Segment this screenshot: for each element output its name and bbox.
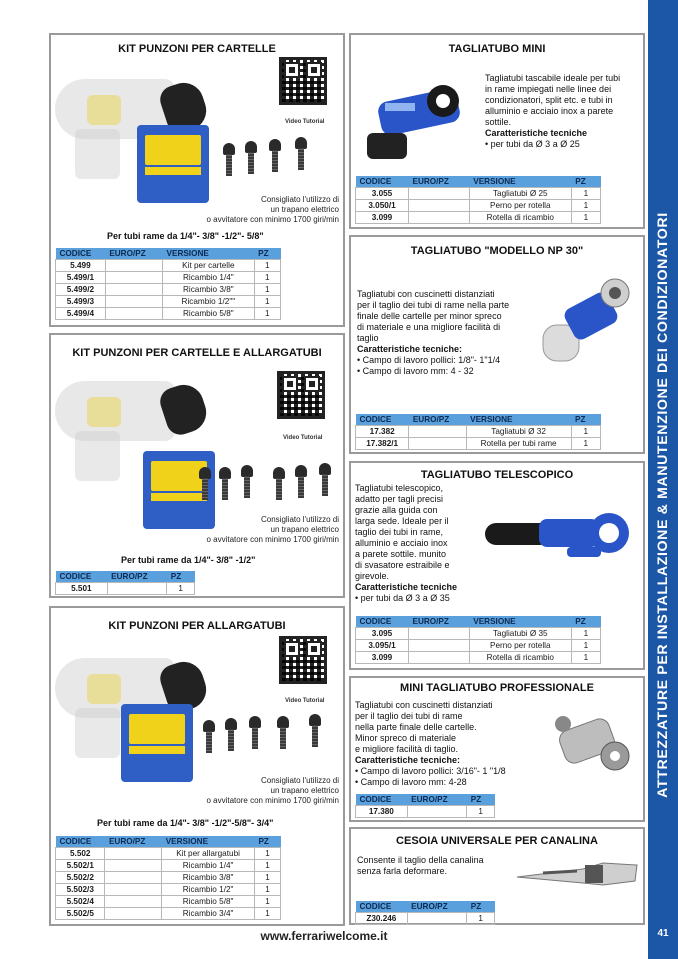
tagliatubo-np30-box: [349, 235, 645, 454]
usage-note: Consigliato l'utilizzo di un trapano elettrico o avvitatore con minimo 1700 giri/min: [206, 515, 339, 544]
video-tutorial-label: Video Tutorial: [285, 119, 325, 125]
punch-image: [277, 716, 289, 750]
mini-tagliatubo-pro-box: [349, 676, 645, 822]
kit3-table: CODICE EURO/PZ VERSIONE PZ 5.502 Kit per allargatubi 1 5.502/1 Ricambio 1/4" 1 5.502/2 Ricambio 3/8" 1 5.502/3 Ricambio 1/2" 1 5.502/4 Ricambio 5/8" 1 5.502/5 Ricambio 3/4" 1: [55, 836, 281, 920]
punch-image: [295, 137, 307, 171]
qr-code-icon[interactable]: [277, 371, 325, 419]
table-row: 5.501 1: [56, 583, 195, 595]
box-title: MINI TAGLIATUBO PROFESSIONALE: [400, 682, 594, 694]
tube-sizes: Per tubi rame da 1/4"- 3/8" -1/2": [121, 555, 256, 565]
box-title: KIT PUNZONI PER CARTELLE: [118, 43, 276, 55]
punch-case-image: [137, 125, 209, 203]
box-title: TAGLIATUBO MINI: [448, 43, 546, 55]
punch-image: [309, 714, 321, 748]
product-description: Tagliatubi tascabile ideale per tubi in rame impiegati nelle linee dei condizionatori, split etc. e tubi in alluminio e acciaio inox a parete sottile. Caratteristiche tecniche • per tubi da Ø 3 a Ø 25: [485, 73, 621, 149]
table-row: 5.502/1 Ricambio 1/4" 1: [56, 860, 281, 872]
box-title: KIT PUNZONI PER ALLARGATUBI: [108, 620, 286, 632]
table-row: 5.499/4 Ricambio 5/8" 1: [56, 308, 281, 320]
table-row: 5.499 Kit per cartelle 1: [56, 260, 281, 272]
punch-image: [199, 467, 211, 501]
telescopic-table: CODICE EURO/PZ VERSIONE PZ 3.095 Tagliatubi Ø 35 1 3.095/1 Perno per rotella 1 3.099 Rotella di ricambio 1: [355, 616, 601, 664]
box-title: TAGLIATUBO "MODELLO NP 30": [410, 245, 584, 257]
table-row: 5.502/4 Ricambio 5/8" 1: [56, 896, 281, 908]
table-row: 3.095 Tagliatubi Ø 35 1: [356, 628, 601, 640]
mini-table: CODICE EURO/PZ VERSIONE PZ 3.055 Tagliatubi Ø 25 1 3.050/1 Perno per rotella 1 3.099 Rotella di ricambio 1: [355, 176, 601, 224]
table-row: 17.380 1: [356, 806, 495, 818]
sidebar-title: ATTREZZATURE PER INSTALLAZIONE & MANUTENZIONE DEI CONDIZIONATORI: [655, 212, 671, 798]
mini-cutter-image: [359, 67, 479, 167]
punch-image: [223, 143, 235, 177]
pro-mini-table: CODICE EURO/PZ PZ 17.380 1: [355, 794, 495, 818]
punch-image: [245, 141, 257, 175]
cesoia-box: [349, 827, 645, 925]
table-row: 5.502 Kit per allargatubi 1: [56, 848, 281, 860]
product-description: Tagliatubi con cuscinetti distanziati per il taglio dei tubi di rame nella parte finale delle cartelle. Minor spreco di materiale e migliore facilità di taglio. Caratteristiche tecniche: • Campo di lavoro pollici: 3/16"- 1 "1/8 • Campo di lavoro mm: 4-28: [355, 700, 506, 787]
punch-image: [219, 467, 231, 501]
punch-image: [203, 720, 215, 754]
table-row: 17.382/1 Rotella per tubi rame 1: [356, 438, 601, 450]
tagliatubo-mini-box: [349, 33, 645, 229]
kit-allargatubi-box: [49, 606, 345, 926]
punch-image: [319, 463, 331, 497]
punch-image: [273, 467, 285, 501]
punch-image: [295, 465, 307, 499]
footer-url[interactable]: www.ferrariwelcome.it: [260, 929, 388, 943]
product-description: Consente il taglio della canalina senza farla deformare.: [357, 855, 484, 876]
kit-cartelle-allargatubi-box: [49, 333, 345, 598]
table-row: Z30.246 1: [356, 913, 495, 925]
qr-code-icon[interactable]: [279, 57, 327, 105]
punch-image: [241, 465, 253, 499]
table-row: 5.499/3 Ricambio 1/2"" 1: [56, 296, 281, 308]
punch-image: [225, 718, 237, 752]
cesoia-table: CODICE EURO/PZ PZ Z30.246 1: [355, 901, 495, 925]
table-row: 5.499/1 Ricambio 1/4" 1: [56, 272, 281, 284]
table-row: 3.050/1 Perno per rotella 1: [356, 200, 601, 212]
product-description: Tagliatubi telescopico, adatto per tagli precisi grazie alla guida con larga sede. Ideale per il taglio dei tubi in rame, alluminio e acciaio inox a parete sottile. munito di svasatore estraibile e girevole. Caratteristiche tecniche • per tubi da Ø 3 a Ø 35: [355, 483, 458, 603]
punch-image: [269, 139, 281, 173]
shears-image: [513, 855, 641, 895]
kit1-table: CODICE EURO/PZ VERSIONE PZ 5.499 Kit per cartelle 1 5.499/1 Ricambio 1/4" 1 5.499/2 Ricambio 3/8" 1 5.499/3 Ricambio 1/2"" 1 5.499/4 Ricambio 5/8" 1: [55, 248, 281, 320]
table-row: 3.055 Tagliatubi Ø 25 1: [356, 188, 601, 200]
table-row: 5.499/2 Ricambio 3/8" 1: [56, 284, 281, 296]
table-row: 3.099 Rotella di ricambio 1: [356, 212, 601, 224]
np30-cutter-image: [537, 273, 641, 369]
kit-cartelle-box: [49, 33, 345, 327]
telescopic-cutter-image: [481, 503, 641, 573]
punch-image: [249, 716, 261, 750]
box-title: KIT PUNZONI PER CARTELLE E ALLARGATUBI: [72, 347, 322, 359]
product-description: Tagliatubi con cuscinetti distanziati per il taglio dei tubi di rame nella parte finale delle cartelle per minor spreco di materiale e una migliore facilità di taglio Caratteristiche tecniche: • Campo di lavoro pollici: 1/8"- 1"1/4 • Campo di lavoro mm: 4 - 32: [357, 289, 510, 376]
video-tutorial-label: Video Tutorial: [285, 698, 325, 704]
video-tutorial-label: Video Tutorial: [283, 435, 323, 441]
punch-case-image: [121, 704, 193, 782]
table-row: 17.382 Tagliatubi Ø 32 1: [356, 426, 601, 438]
table-row: 5.502/3 Ricambio 1/2" 1: [56, 884, 281, 896]
qr-code-icon[interactable]: [279, 636, 327, 684]
tagliatubo-telescopico-box: [349, 461, 645, 670]
page-number: 41: [657, 928, 669, 939]
table-row: 3.099 Rotella di ricambio 1: [356, 652, 601, 664]
tube-sizes: Per tubi rame da 1/4"- 3/8" -1/2"-5/8"- 3/4": [97, 818, 274, 828]
box-title: TAGLIATUBO TELESCOPICO: [420, 469, 574, 481]
kit2-table: CODICE EURO/PZ PZ 5.501 1: [55, 571, 195, 595]
np30-table: CODICE EURO/PZ VERSIONE PZ 17.382 Tagliatubi Ø 32 1 17.382/1 Rotella per tubi rame 1: [355, 414, 601, 450]
table-row: 5.502/5 Ricambio 3/4" 1: [56, 908, 281, 920]
usage-note: Consigliato l'utilizzo di un trapano elettrico o avvitatore con minimo 1700 giri/min: [206, 195, 339, 224]
tube-sizes: Per tubi rame da 1/4"- 3/8" -1/2"- 5/8": [107, 231, 264, 241]
usage-note: Consigliato l'utilizzo di un trapano elettrico o avvitatore con minimo 1700 giri/min: [206, 776, 339, 805]
table-row: 5.502/2 Ricambio 3/8" 1: [56, 872, 281, 884]
pro-mini-cutter-image: [541, 704, 641, 780]
box-title: CESOIA UNIVERSALE PER CANALINA: [396, 835, 598, 847]
table-row: 3.095/1 Perno per rotella 1: [356, 640, 601, 652]
